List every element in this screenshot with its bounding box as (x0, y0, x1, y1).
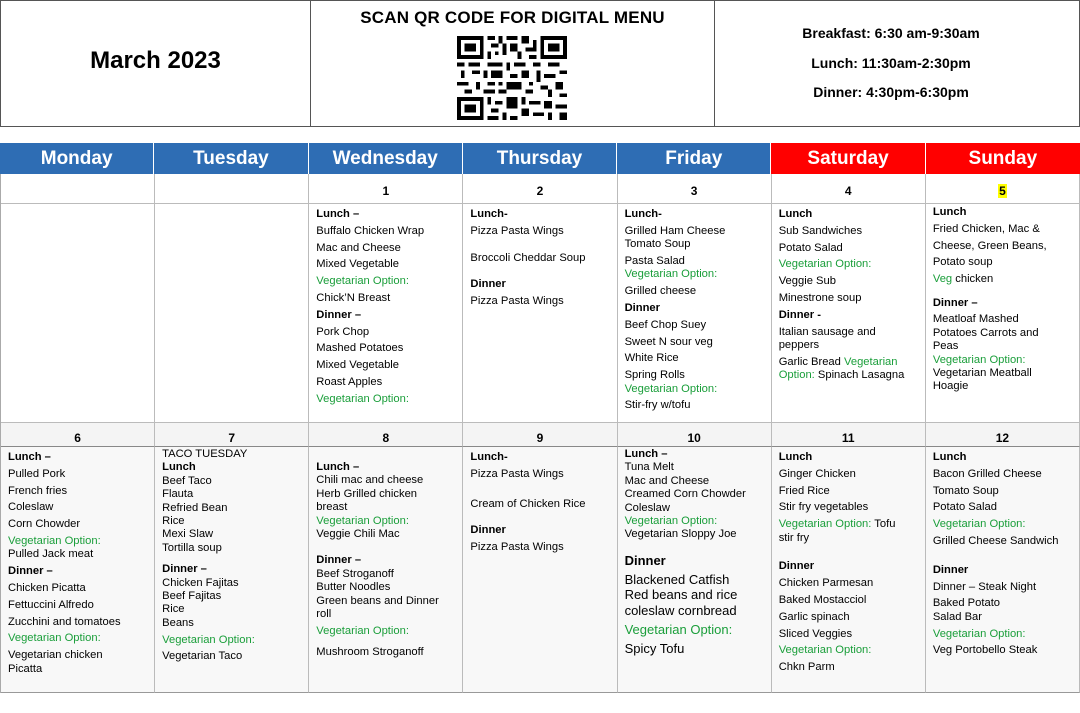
menu-item: Fried Rice (778, 484, 830, 497)
today-highlight: 5 (999, 184, 1006, 198)
menu-item: Sub Sandwiches (778, 224, 863, 237)
menu-cell-mar-9 (463, 447, 617, 693)
menu-item: Vegetarian chicken (8, 649, 103, 662)
vegetarian-label: Vegetarian Option: (624, 622, 733, 637)
day-wednesday: Wednesday (309, 143, 463, 174)
meal-heading: Dinner – (316, 308, 362, 321)
menu-item: Fettuccini Alfredo (8, 598, 94, 611)
day-sunday: Sunday (926, 143, 1080, 174)
spacer (162, 555, 301, 563)
vegetarian-label: Vegetarian Option: (932, 627, 1026, 640)
day-thursday: Thursday (463, 143, 617, 174)
menu-cell-mar-6 (1, 447, 155, 693)
menu-item: Hoagie (932, 380, 969, 393)
date-number: 12 (926, 423, 1080, 447)
meal-heading: Lunch – (624, 448, 668, 460)
menu-item: peppers (778, 338, 820, 351)
meal-heading: Lunch- (624, 208, 662, 220)
menu-item-mixed (933, 273, 1072, 286)
menu-cell-mar-3 (618, 204, 772, 423)
day-saturday: Saturday (771, 143, 925, 174)
meal-heading: Dinner – (8, 565, 53, 578)
menu-item: Flauta (162, 488, 194, 501)
date-number: 7 (155, 423, 309, 447)
menu-item: Zucchini and tomatoes (8, 615, 121, 628)
menu-item: Grilled cheese (624, 285, 697, 298)
menu-item: roll (316, 608, 332, 621)
meal-heading: Lunch – (8, 451, 51, 463)
menu-header (0, 0, 1080, 127)
menu-item: Potatoes Carrots and (932, 326, 1039, 339)
menu-item: Veggie Chili Mac (316, 528, 400, 541)
menu-item: Baked Mostacciol (778, 593, 867, 606)
date-number: 4 (772, 174, 926, 204)
menu-item: Italian sausage and (778, 325, 876, 338)
menu-item: stir fry (778, 531, 810, 544)
menu-item: Veggie Sub (778, 275, 836, 288)
menu-item: Spicy Tofu (624, 640, 685, 656)
meal-heading: Lunch- (470, 208, 508, 220)
vegetarian-label: Vegetarian Option: (8, 534, 101, 547)
menu-item: Mac and Cheese (316, 241, 401, 254)
menu-item-mixed (779, 518, 918, 531)
menu-cell-mar-12 (926, 447, 1080, 693)
menu-cell-mar-8 (309, 447, 463, 693)
menu-item: Chili mac and cheese (316, 474, 424, 487)
meal-heading: Dinner – (162, 563, 207, 576)
menu-item: Tomato Soup (624, 238, 691, 251)
menu-item: Beef Stroganoff (316, 567, 394, 580)
menu-item: chicken (952, 273, 994, 286)
menu-item: Stir-fry w/tofu (624, 399, 691, 412)
menu-cell-mar-7 (155, 447, 309, 693)
menu-item: Broccoli Cheddar Soup (470, 251, 586, 264)
week2-menu-row (1, 447, 1080, 693)
menu-item: Veg Portobello Steak (932, 644, 1038, 657)
menu-cell-mar-10 (618, 447, 772, 693)
meal-heading: Dinner (778, 560, 815, 573)
menu-item: Potato Salad (778, 241, 843, 254)
meal-heading: Dinner (470, 278, 506, 291)
spacer (933, 287, 1072, 297)
menu-item-mixed (779, 356, 918, 369)
vegetarian-label: Vegetarian Option: (624, 268, 718, 281)
menu-item: Cheese, Green Beans, (932, 239, 1047, 252)
day-tuesday: Tuesday (154, 143, 308, 174)
menu-item: Peas (932, 340, 959, 353)
menu-item: Pizza Pasta Wings (470, 541, 564, 554)
menu-item: Chicken Parmesan (778, 577, 874, 590)
menu-cell-empty (155, 204, 309, 423)
menu-cell-mar-1 (309, 204, 463, 423)
menu-item: Blackened Catfish (624, 571, 730, 587)
menu-item: Garlic spinach (778, 610, 850, 623)
menu-item: Stir fry vegetables (778, 501, 869, 514)
date-number: 2 (463, 174, 617, 204)
meal-heading: Dinner – (316, 554, 362, 567)
menu-item: Sliced Veggies (778, 627, 853, 640)
meal-heading: Lunch (778, 208, 813, 220)
week2-date-row (1, 423, 1080, 447)
menu-item: Grilled Ham Cheese (624, 224, 726, 237)
date-number: 3 (618, 174, 772, 204)
date-number: 8 (309, 423, 463, 447)
menu-item: Ginger Chicken (778, 467, 856, 480)
spacer (625, 542, 764, 553)
menu-item: Potato Salad (932, 501, 997, 514)
menu-item: Chicken Fajitas (162, 576, 239, 589)
menu-item: Mushroom Stroganoff (316, 646, 424, 659)
date-number (1, 174, 155, 204)
qr-title: SCAN QR CODE FOR DIGITAL MENU (360, 8, 665, 27)
vegetarian-label: Vegetarian Option: (316, 514, 409, 527)
menu-item: Refried Bean (162, 501, 228, 514)
month-cell (1, 1, 311, 126)
menu-item: Butter Noodles (316, 581, 391, 594)
menu-theme: TACO TUESDAY (162, 448, 248, 460)
week1-menu-row (1, 204, 1080, 423)
menu-item: Picatta (8, 662, 43, 675)
vegetarian-label: Vegetarian (844, 355, 898, 368)
menu-item: coleslaw cornbread (624, 603, 737, 619)
spacer (779, 545, 918, 557)
weekday-header-row (0, 143, 1080, 174)
vegetarian-label: Vegetarian Option: (316, 392, 409, 405)
menu-item: Beans (162, 616, 194, 629)
menu-item: French fries (8, 484, 68, 497)
date-number: 9 (463, 423, 617, 447)
lunch-hours: Lunch: 11:30am-2:30pm (811, 54, 971, 71)
date-number (155, 174, 309, 204)
menu-item: Vegetarian Meatball (932, 367, 1032, 380)
day-monday: Monday (0, 143, 154, 174)
day-friday: Friday (617, 143, 771, 174)
menu-item: Herb Grilled chicken (316, 487, 418, 500)
menu-item: Creamed Corn Chowder (624, 488, 746, 501)
menu-item: Spinach Lasagna (814, 369, 905, 382)
menu-cell-mar-4 (772, 204, 926, 423)
menu-item: Mexi Slaw (162, 528, 214, 541)
meal-heading: Dinner (624, 552, 666, 568)
spacer (470, 265, 609, 275)
menu-item: Spring Rolls (624, 369, 685, 382)
spacer (470, 238, 609, 248)
menu-item: Beef Chop Suey (624, 318, 707, 331)
vegetarian-label: Vegetarian Option: (162, 633, 255, 646)
vegetarian-label: Vegetarian Option: (932, 353, 1026, 366)
vegetarian-label: Vegetarian Option: (316, 275, 409, 288)
menu-item: Vegetarian Sloppy Joe (624, 528, 737, 541)
menu-item: Pizza Pasta Wings (470, 224, 564, 237)
vegetarian-label: Vegetarian Option: (778, 518, 872, 531)
menu-item: Coleslaw (8, 501, 54, 514)
vegetarian-label: Option: (778, 369, 815, 382)
menu-cell-mar-5 (926, 204, 1080, 423)
menu-item: Dinner – Steak Night (932, 580, 1037, 593)
calendar-grid (0, 174, 1080, 693)
menu-item: Cream of Chicken Rice (470, 497, 586, 510)
menu-item: Sweet N sour veg (624, 335, 713, 348)
date-number: 1 (309, 174, 463, 204)
menu-item: Chick’N Breast (316, 291, 391, 304)
dinner-hours: Dinner: 4:30pm-6:30pm (813, 84, 969, 100)
menu-item: Roast Apples (316, 375, 383, 388)
qr-cell (311, 1, 715, 126)
menu-item: Mac and Cheese (624, 474, 710, 487)
spacer (316, 541, 455, 554)
menu-item: Pasta Salad (624, 255, 685, 267)
menu-item: Pulled Pork (8, 467, 66, 480)
menu-item: Pizza Pasta Wings (470, 467, 564, 480)
meal-heading: Dinner (932, 563, 969, 576)
menu-item: Rice (162, 603, 185, 616)
meal-heading: Dinner – (932, 296, 978, 309)
menu-item: Meatloaf Mashed (932, 313, 1019, 326)
meal-heading: Dinner - (778, 308, 821, 321)
menu-item: Tomato Soup (932, 484, 999, 497)
date-number-today (926, 174, 1080, 204)
meal-heading: Dinner (470, 524, 506, 537)
spacer (470, 481, 609, 494)
menu-item: Bacon Grilled Cheese (932, 467, 1042, 480)
meal-heading: Lunch – (316, 461, 360, 473)
menu-cell-empty (1, 204, 155, 423)
menu-item: Fried Chicken, Mac & (932, 222, 1040, 235)
menu-item: Potato soup (932, 256, 993, 269)
meal-heading: Lunch – (316, 208, 360, 220)
menu-item: Buffalo Chicken Wrap (316, 224, 425, 237)
meal-heading: Lunch (932, 206, 967, 218)
spacer (933, 548, 1072, 560)
vegetarian-label: Vegetarian Option: (932, 518, 1026, 531)
date-number: 6 (1, 423, 155, 447)
menu-item: Baked Potato (932, 597, 1001, 610)
menu-item: Beef Fajitas (162, 590, 222, 603)
menu-item: White Rice (624, 352, 679, 365)
menu-item: Chicken Picatta (8, 581, 86, 594)
menu-item: Mixed Vegetable (316, 258, 400, 271)
menu-item: Minestrone soup (778, 291, 862, 304)
menu-item: Grilled Cheese Sandwich (932, 534, 1059, 547)
date-number: 11 (772, 423, 926, 447)
vegetarian-label: Vegetarian Option: (778, 644, 872, 657)
qr-code-icon[interactable] (457, 36, 567, 120)
menu-item: Beef Taco (162, 474, 212, 487)
meal-heading: Lunch- (470, 451, 508, 463)
vegetarian-label: Vegetarian Option: (778, 258, 872, 271)
menu-item: breast (316, 501, 348, 514)
menu-item: Mashed Potatoes (316, 342, 404, 355)
menu-cell-mar-11 (772, 447, 926, 693)
week1-date-row (1, 174, 1080, 204)
vegetarian-label: Vegetarian Option: (624, 515, 718, 528)
vegetarian-label: Vegetarian Option: (316, 624, 409, 637)
date-number: 10 (618, 423, 772, 447)
meal-heading: Lunch (162, 461, 196, 474)
menu-item: Chkn Parm (778, 661, 835, 674)
menu-item: Mixed Vegetable (316, 359, 400, 372)
meal-heading: Dinner (624, 302, 660, 314)
meal-heading: Lunch (932, 451, 967, 463)
vegetarian-label: Vegetarian Option: (8, 632, 101, 645)
menu-item: Salad Bar (932, 610, 982, 623)
menu-item: Pizza Pasta Wings (470, 295, 564, 308)
menu-item: Green beans and Dinner (316, 594, 439, 607)
menu-item: Tofu (871, 518, 896, 531)
vegetarian-label: Veg (932, 273, 953, 286)
breakfast-hours: Breakfast: 6:30 am-9:30am (802, 25, 980, 41)
menu-item: Garlic Bread (778, 355, 844, 368)
vegetarian-label: Vegetarian Option: (624, 382, 718, 395)
menu-item: Corn Chowder (8, 518, 81, 531)
menu-cell-mar-2 (463, 204, 617, 423)
menu-item: Pork Chop (316, 325, 370, 338)
menu-item: Tortilla soup (162, 541, 222, 554)
menu-item: Coleslaw (624, 501, 670, 514)
spacer (470, 511, 609, 521)
hours-cell (715, 1, 1079, 126)
menu-item: Tuna Melt (624, 461, 674, 474)
meal-heading: Lunch (778, 451, 813, 463)
month-title: March 2023 (90, 46, 221, 74)
menu-item: Rice (162, 515, 185, 528)
menu-item: Vegetarian Taco (162, 650, 243, 663)
menu-item: Red beans and rice (624, 587, 738, 603)
menu-item-mixed (779, 369, 918, 382)
menu-item: Pulled Jack meat (8, 548, 94, 561)
